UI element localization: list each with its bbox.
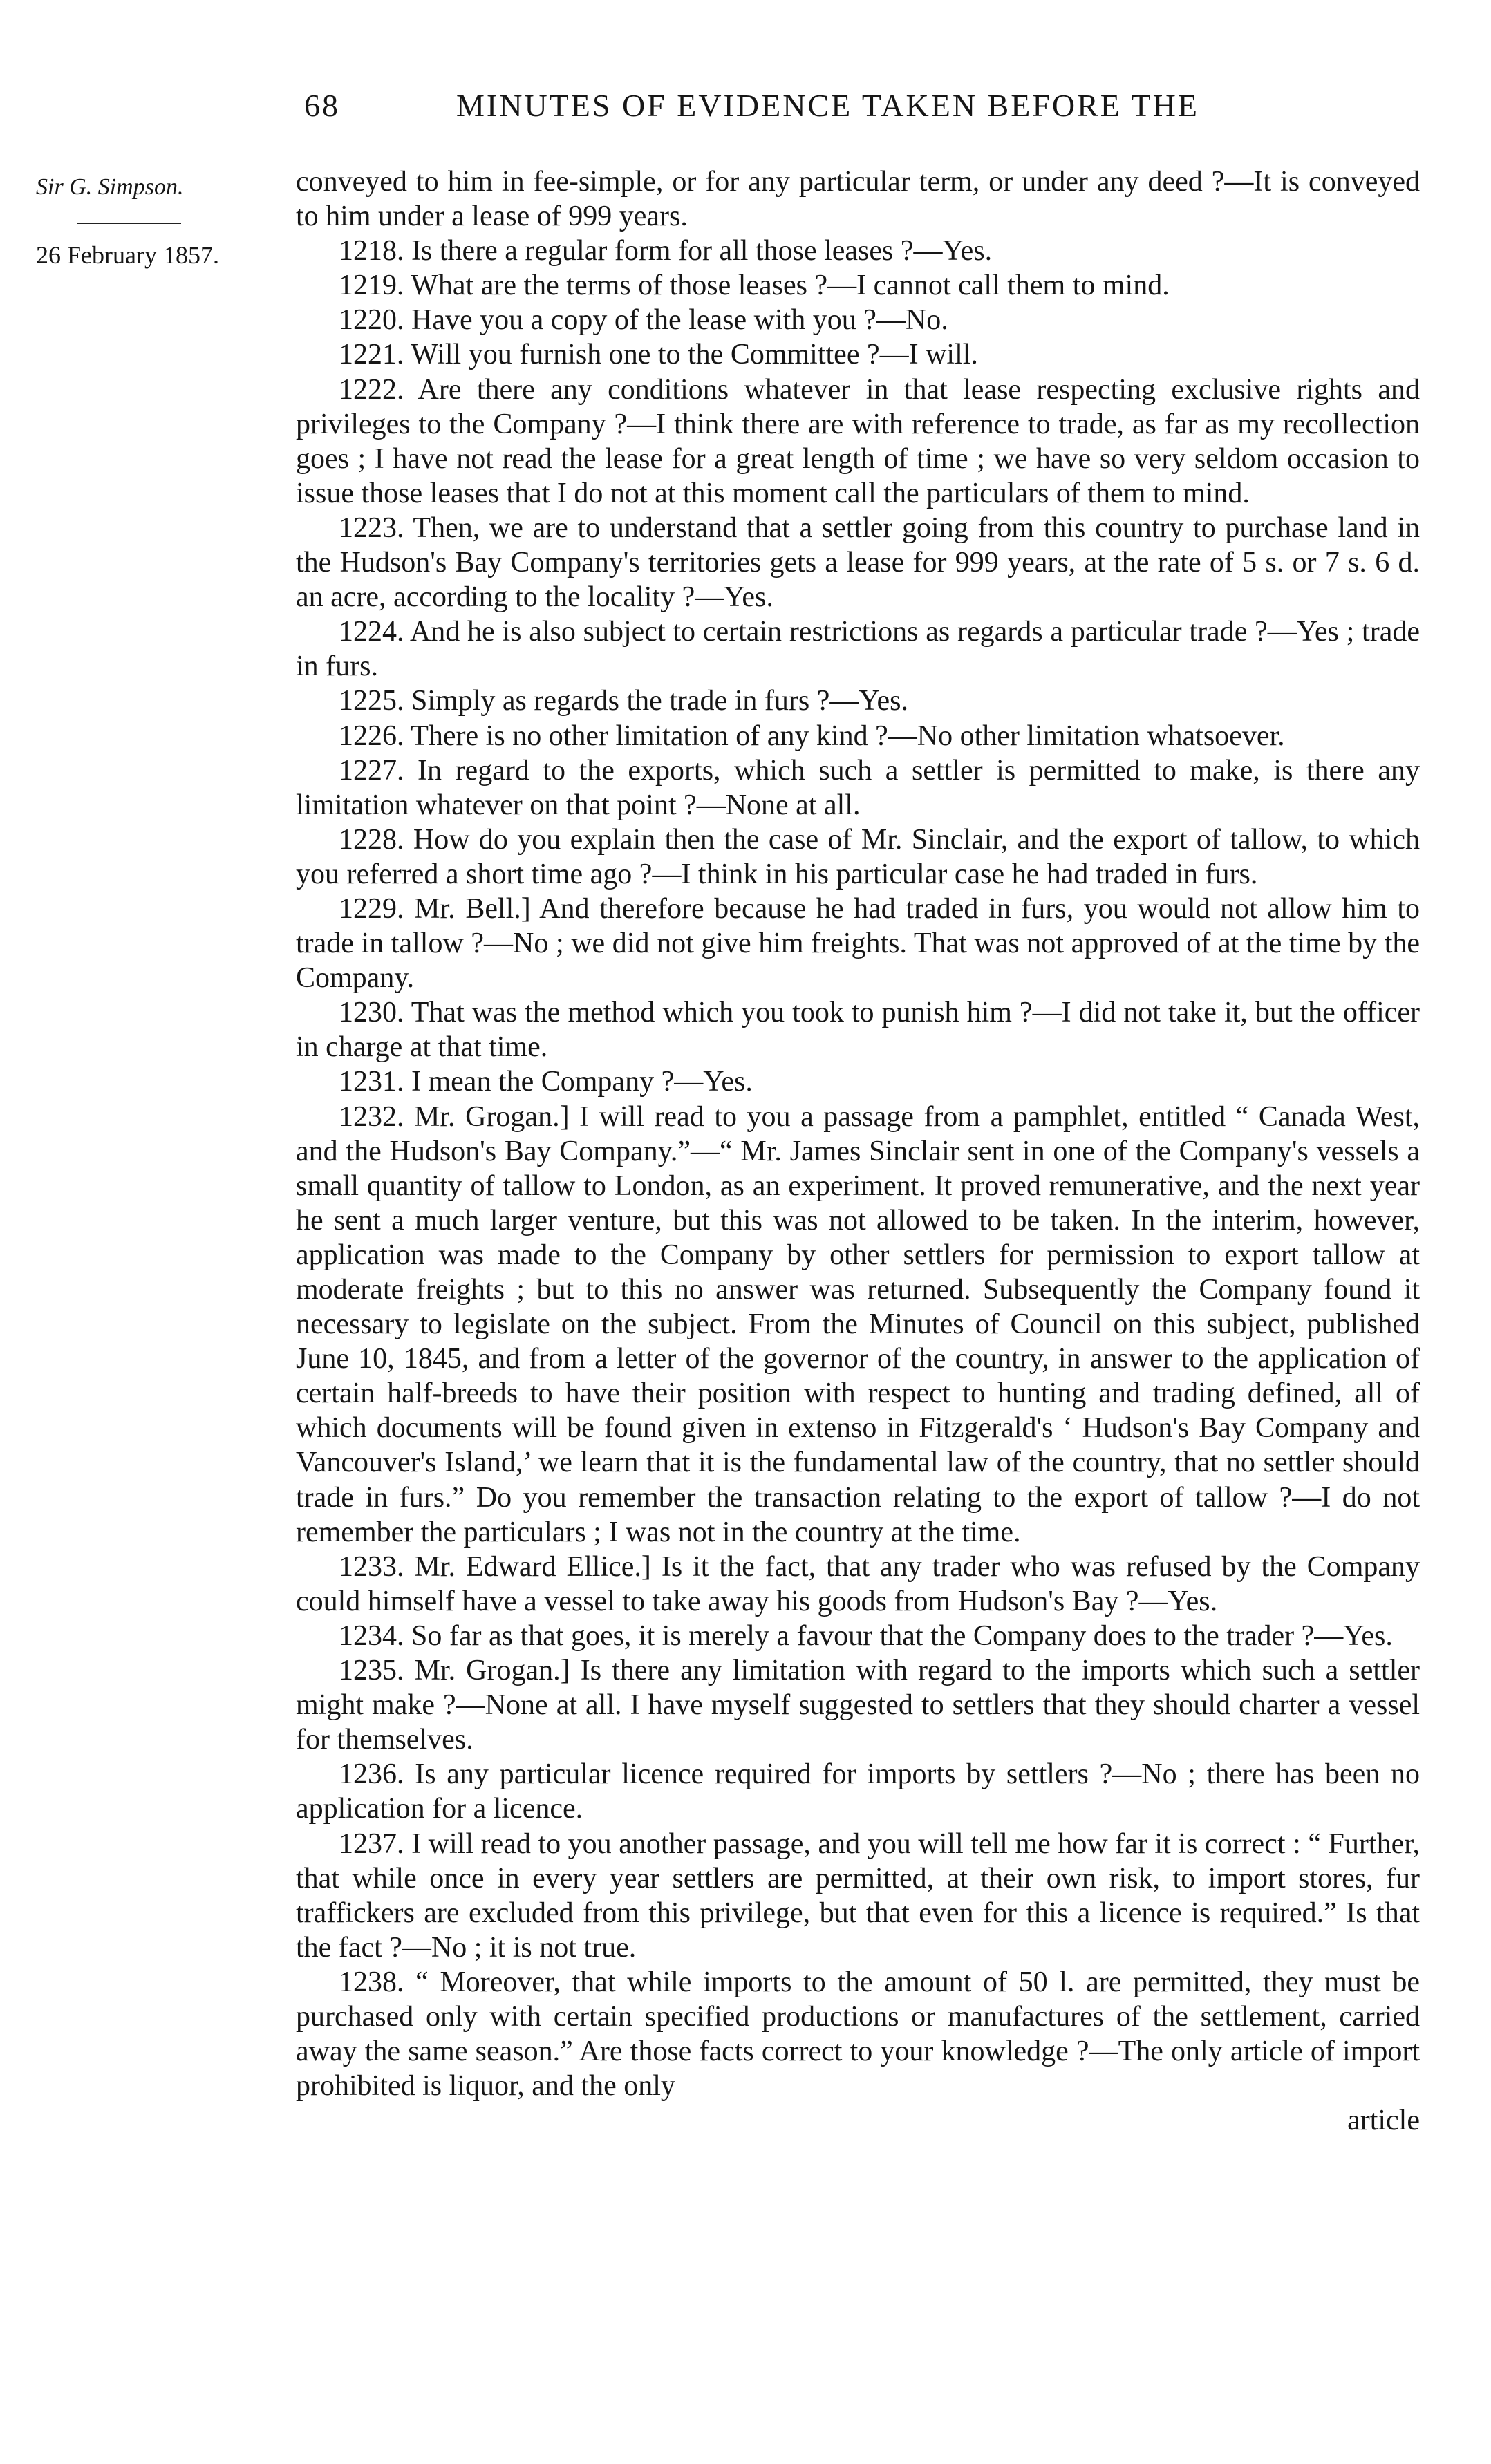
paragraph-text: And therefore because he had traded in furs, you would not allow him to trade in tallow ?—No ; we did not give him freights. That was not approved of at the time by the Company. xyxy=(296,892,1420,995)
page-header xyxy=(304,87,1438,142)
evidence-paragraph xyxy=(296,303,1420,337)
speaker-name: Mr. Edward Ellice.] xyxy=(414,1550,651,1583)
evidence-paragraph xyxy=(296,1550,1420,1619)
evidence-paragraph xyxy=(296,892,1420,995)
paragraph-text: Will you furnish one to the Committee ?—I will. xyxy=(411,339,978,371)
question-number: 1222. xyxy=(339,373,404,406)
margin-note xyxy=(36,173,292,270)
evidence-paragraph xyxy=(296,822,1420,892)
question-number: 1224. xyxy=(339,616,404,648)
paragraph-text: “ Moreover, that while imports to the amount of 50 l. are permitted, they must be purchased only with certain specified productions or manufactures of the settlement, carried away the same season.” Are those facts correct to your knowledge ?—The only article of import prohibited is liquor, and the only xyxy=(296,1966,1420,2103)
question-number: 1235. xyxy=(339,1655,404,1687)
paragraph-text: I mean the Company ?—Yes. xyxy=(411,1066,753,1098)
paragraph-text: Is there a regular form for all those leases ?—Yes. xyxy=(411,235,993,267)
question-number: 1238. xyxy=(339,1966,404,1998)
speaker-name: Mr. Grogan.] xyxy=(414,1100,570,1133)
question-number: 1228. xyxy=(339,823,404,856)
evidence-paragraph xyxy=(296,1064,1420,1099)
paragraph-text: What are the terms of those leases ?—I cannot call them to mind. xyxy=(411,270,1170,302)
evidence-paragraph xyxy=(296,753,1420,822)
evidence-date: 26 February 1857. xyxy=(36,241,219,269)
paragraph-text: Have you a copy of the lease with you ?—No. xyxy=(411,304,948,337)
paragraph-text: conveyed to him in fee-simple, or for any particular term, or under any deed ?—It is conveyed to him under a lease of 999 years. xyxy=(296,166,1420,233)
evidence-paragraph xyxy=(296,684,1420,718)
speaker-name: Mr. Bell.] xyxy=(414,892,531,925)
paragraph-text: Is it the fact, that any trader who was refused by the Company could himself have a vessel to take away his goods from Hudson's Bay ?—Yes. xyxy=(296,1550,1420,1617)
question-number: 1218. xyxy=(339,235,404,267)
paragraph-text: Is any particular licence required for imports by settlers ?—No ; there has been no application for a licence. xyxy=(296,1758,1420,1825)
question-number: 1225. xyxy=(339,685,404,717)
margin-rule xyxy=(77,223,181,224)
catchword xyxy=(296,2103,1420,2138)
evidence-paragraph xyxy=(296,1757,1420,1826)
evidence-paragraph xyxy=(296,373,1420,511)
evidence-paragraph xyxy=(296,995,1420,1064)
evidence-paragraph xyxy=(296,511,1420,614)
question-number: 1221. xyxy=(339,339,404,371)
paragraph-text: I will read to you another passage, and you will tell me how far it is correct : “ Further, that while once in every year settlers are permitted, at their own risk, to import stores, fur traffickers are excluded from this privilege, but that even for this a licence is required.” Is that the fact ?—No ; it is not true. xyxy=(296,1827,1420,1964)
evidence-paragraph xyxy=(296,268,1420,303)
question-number: 1230. xyxy=(339,997,404,1029)
paragraph-text: Then, we are to understand that a settler going from this country to purchase land in the Hudson's Bay Company's territories gets a lease for 999 years, at the rate of 5 s. or 7 s. 6 d. an acre, according to the locality ?—Yes. xyxy=(296,511,1420,614)
evidence-paragraph xyxy=(296,337,1420,372)
evidence-paragraph xyxy=(296,614,1420,684)
evidence-paragraph xyxy=(296,719,1420,753)
question-number: 1236. xyxy=(339,1758,404,1791)
question-number: 1226. xyxy=(339,720,404,752)
paragraph-text: There is no other limitation of any kind ?—No other limitation whatsoever. xyxy=(411,720,1285,752)
paragraph-text: I will read to you a passage from a pamphlet, entitled “ Canada West, and the Hudson's Bay Company.”—“ Mr. James Sinclair sent in one of the Company's vessels a small quantity of tallow to London, as an experiment. It proved remunerative, and the next year he sent a much larger venture, but this was not allowed to be taken. In the interim, however, application was made to the Company by other settlers for permission to export tallow at moderate freights ; but to this no answer was returned. Subsequently the Company found it necessary to legislate on the subject. From the Minutes of Council on this subject, published June 10, 1845, and from a letter of the governor of the country, in answer to the application of certain half-breeds to have their position with respect to hunting and trading defined, all of which documents will be found given in extenso in Fitzgerald's ‘ Hudson's Bay Company and Vancouver's Island,’ we learn that it is the fundamental law of the country, that no settler should trade in furs.” Do you remember the transaction relating to the export of tallow ?—I do not remember the particulars ; I was not in the country at the time. xyxy=(296,1100,1420,1548)
paragraph-text: Is there any limitation with regard to the imports which such a settler might make ?—None at all. I have myself suggested to settlers that they should charter a vessel for themselves. xyxy=(296,1655,1420,1756)
evidence-paragraph xyxy=(296,1100,1420,1550)
question-number: 1232. xyxy=(339,1100,404,1133)
evidence-paragraph xyxy=(296,234,1420,268)
evidence-paragraph xyxy=(296,1827,1420,1965)
evidence-paragraph xyxy=(296,1653,1420,1757)
witness-name: Sir G. Simpson. xyxy=(36,174,184,200)
paragraph-text: article xyxy=(1347,2105,1420,2137)
question-number: 1227. xyxy=(339,754,404,787)
paragraph-text: That was the method which you took to punish him ?—I did not take it, but the officer in charge at that time. xyxy=(296,997,1420,1064)
question-number: 1220. xyxy=(339,304,404,337)
paragraph-text: And he is also subject to certain restrictions as regards a particular trade ?—Yes ; trade in furs. xyxy=(296,616,1420,683)
evidence-paragraph xyxy=(296,1965,1420,2103)
question-number: 1237. xyxy=(339,1827,404,1860)
evidence-text xyxy=(296,164,1420,2138)
question-number: 1229. xyxy=(339,892,404,925)
evidence-paragraph xyxy=(296,164,1420,234)
question-number: 1233. xyxy=(339,1550,404,1583)
page-number: 68 xyxy=(304,88,340,123)
question-number: 1231. xyxy=(339,1066,404,1098)
paragraph-text: Simply as regards the trade in furs ?—Yes. xyxy=(411,685,908,717)
paragraph-text: In regard to the exports, which such a settler is permitted to make, is there any limitation whatever on that point ?—None at all. xyxy=(296,754,1420,821)
question-number: 1219. xyxy=(339,270,404,302)
paragraph-text: So far as that goes, it is merely a favour that the Company does to the trader ?—Yes. xyxy=(411,1619,1393,1652)
paragraph-text: Are there any conditions whatever in that lease respecting exclusive rights and privileges to the Company ?—I think there are with reference to trade, as far as my recollection goes ; I have not read the lease for a great length of time ; we have so very seldom occasion to issue those leases that I do not at this moment call the particulars of them to mind. xyxy=(296,373,1420,509)
question-number: 1234. xyxy=(339,1619,404,1652)
paragraph-text: How do you explain then the case of Mr. Sinclair, and the export of tallow, to which you referred a short time ago ?—I think in his particular case he had traded in furs. xyxy=(296,823,1420,890)
question-number: 1223. xyxy=(339,511,404,544)
running-title: MINUTES OF EVIDENCE TAKEN BEFORE THE xyxy=(456,88,1199,123)
evidence-paragraph xyxy=(296,1619,1420,1653)
speaker-name: Mr. Grogan.] xyxy=(414,1655,570,1687)
